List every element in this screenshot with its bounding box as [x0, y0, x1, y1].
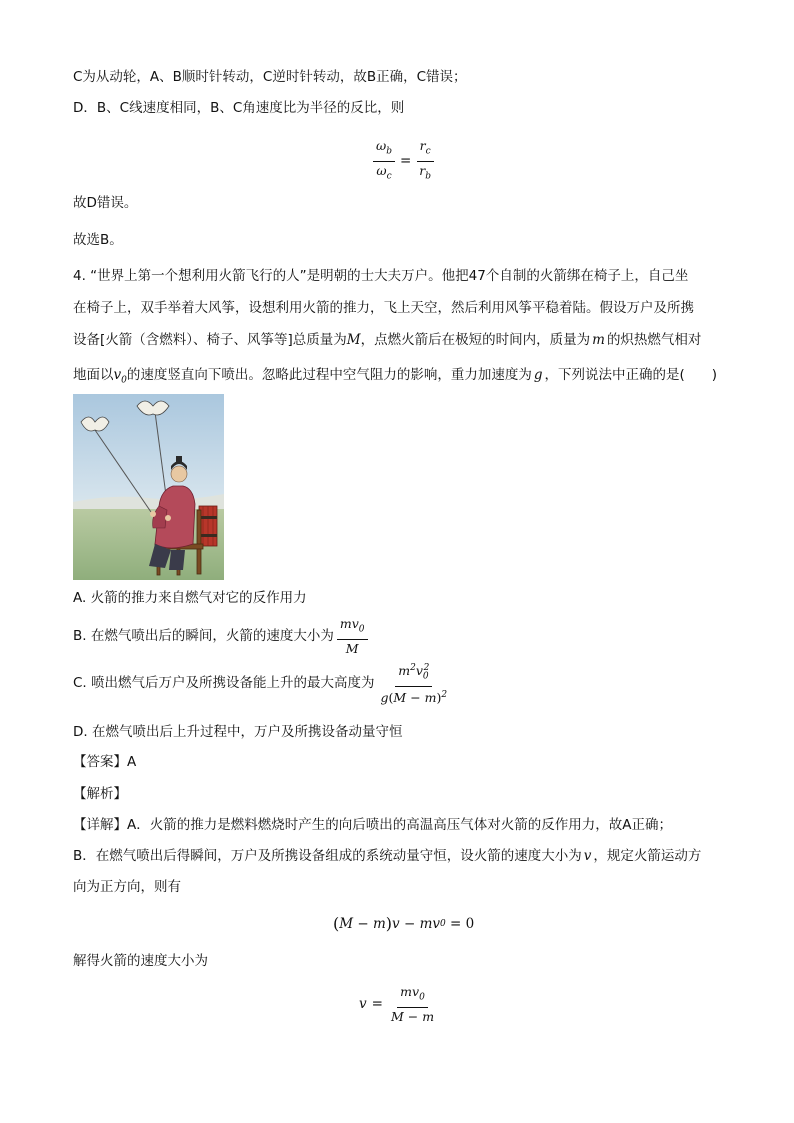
equation-angular-ratio: $\frac{\omega_b}{\omega_c}$ = $\frac{r_c}{r_b}$ [373, 138, 434, 184]
question-4-text: 4. “世界上第一个想利用火箭飞行的人”是明朝的士大夫万户。他把47个自制的火箭绑在椅子上，自己坐 [73, 268, 689, 284]
option-a: A. 火箭的推力来自燃气对它的反作用力 [73, 590, 307, 606]
text-line: 故D错误。 [73, 195, 138, 211]
wan-hu-illustration [73, 394, 224, 580]
text-line: C为从动轮，A、B顺时针转动，C逆时针转动，故B正确，C错误； [73, 69, 467, 85]
option-b: B. 在燃气喷出后的瞬间，火箭的速度大小为 $\frac{mv_0}{M}$ [73, 620, 368, 652]
option-d: D. 在燃气喷出后上升过程中，万户及所携设备动量守恒 [73, 724, 403, 740]
detail-b: B．在燃气喷出后得瞬间，万户及所携设备组成的系统动量守恒，设火箭的速度大小为 v ，规定火箭运动方 [73, 848, 702, 864]
answer-line: 【答案】A [73, 754, 137, 770]
question-4-text: 在椅子上，双手举着大风筝，设想利用火箭的推力，飞上天空，然后利用风筝平稳着陆。假设万户及所携 [73, 300, 694, 316]
question-4-text: 设备[火箭（含燃料）、椅子、风筝等]总质量为M，点燃火箭后在极短的时间内，质量为 m 的炽热燃气相对 [73, 332, 702, 348]
text-line: D．B、C线速度相同，B、C角速度比为半径的反比，则 [73, 100, 405, 116]
equation-velocity: v = $\frac{mv_0}{M - m}$ [359, 984, 435, 1024]
question-4-text: 地面以$v_0$的速度竖直向下喷出。忽略此过程中空气阻力的影响，重力加速度为 g ，下列说法中正确的是( ) [73, 367, 718, 386]
detail-b: 向为正方向，则有 [73, 879, 181, 895]
text-line: 解得火箭的速度大小为 [73, 953, 208, 969]
text-line: 故选B。 [73, 232, 123, 248]
analysis-heading: 【解析】 [73, 786, 127, 802]
detail-a: 【详解】A．火箭的推力是燃料燃烧时产生的向后喷出的高温高压气体对火箭的反作用力，故A正确； [73, 817, 672, 833]
option-c: C. 喷出燃气后万户及所携设备能上升的最大高度为 $\frac{m^2v_0^2}{g(M - m)^2}$ [73, 663, 448, 705]
equation-momentum: ( M − m ) v − mv 0 = 0 [333, 914, 475, 933]
